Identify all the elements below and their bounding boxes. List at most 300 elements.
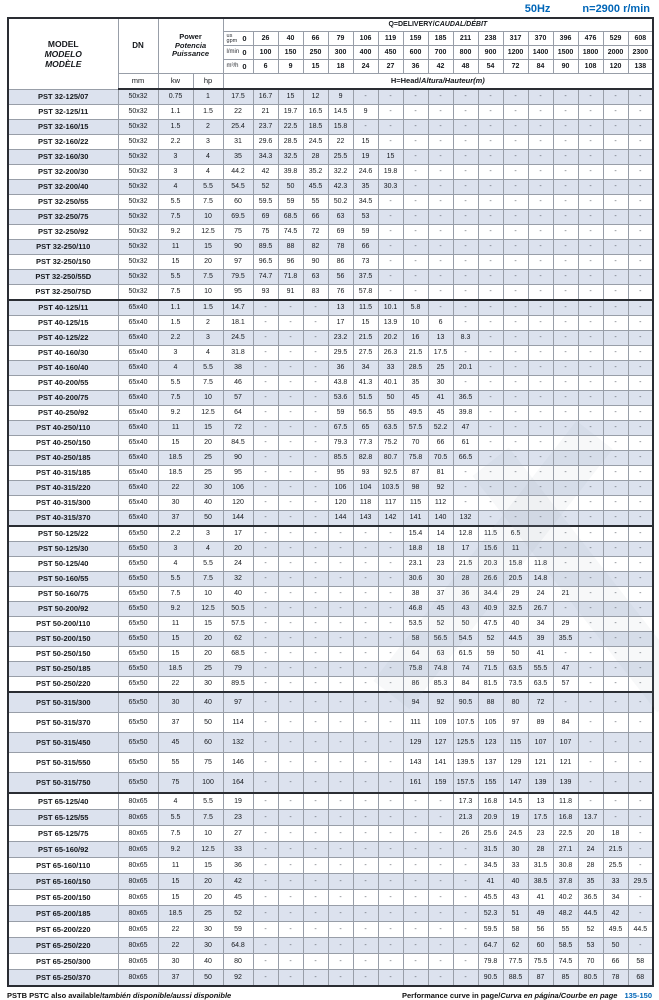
table-row [8, 793, 653, 810]
head-value-cell: - [403, 180, 428, 195]
head-value-cell: 13 [528, 793, 553, 810]
head-value-cell: - [428, 120, 453, 135]
head-value-cell: 29 [503, 587, 528, 602]
head-value-cell: 23 [223, 810, 253, 826]
head-value-cell: - [628, 632, 653, 647]
head-value-cell: - [553, 406, 578, 421]
head-value-cell: - [478, 195, 503, 210]
kw-cell: 7.5 [158, 587, 193, 602]
head-value-cell: 104 [353, 481, 378, 496]
head-value-cell: 66 [603, 954, 628, 970]
head-value-cell: 92 [428, 481, 453, 496]
head-value-cell: - [603, 617, 628, 632]
head-value-cell: - [553, 225, 578, 240]
table-row [8, 526, 653, 542]
head-value-cell: - [503, 89, 528, 105]
table-row [8, 316, 653, 331]
head-value-cell: 43 [453, 602, 478, 617]
head-value-cell: 27.5 [353, 346, 378, 361]
dn-cell: 80x65 [118, 842, 158, 858]
head-value-cell: - [253, 316, 278, 331]
head-value-cell: - [553, 692, 578, 713]
head-value-cell: - [328, 970, 353, 987]
head-value-cell: - [578, 557, 603, 572]
head-value-cell: - [628, 587, 653, 602]
head-value-cell: - [603, 180, 628, 195]
head-value-cell: 34.5 [353, 195, 378, 210]
dn-cell: 65x40 [118, 300, 158, 316]
dn-column-header: DN [118, 18, 158, 74]
hp-cell: 10 [193, 210, 223, 225]
head-value-cell: - [628, 733, 653, 753]
head-value-cell: 52.3 [478, 906, 503, 922]
head-value-cell: - [628, 225, 653, 240]
table-row [8, 331, 653, 346]
dn-cell: 50x32 [118, 285, 158, 301]
dn-cell: 65x50 [118, 662, 158, 677]
head-value-cell: 23 [528, 826, 553, 842]
delivery-header: Q=DELIVERY/CAUDAL/DÉBIT [223, 18, 653, 32]
flow-value-header: 66 [303, 32, 328, 46]
kw-cell: 5.5 [158, 810, 193, 826]
head-value-cell: - [253, 376, 278, 391]
dn-cell: 65x50 [118, 572, 158, 587]
head-value-cell: 71.8 [278, 270, 303, 285]
kw-cell: 15 [158, 890, 193, 906]
head-value-cell: - [478, 255, 503, 270]
head-value-cell: - [278, 874, 303, 890]
head-value-cell: - [278, 376, 303, 391]
head-value-cell: 14.5 [503, 793, 528, 810]
kw-cell: 1.1 [158, 300, 193, 316]
head-value-cell: 84 [553, 713, 578, 733]
head-value-cell: 58 [403, 632, 428, 647]
head-value-cell: 13.7 [578, 810, 603, 826]
head-value-cell: - [278, 331, 303, 346]
table-row [8, 677, 653, 693]
head-value-cell: - [553, 210, 578, 225]
head-value-cell: - [353, 542, 378, 557]
head-value-cell: 142 [378, 511, 403, 527]
head-value-cell: - [403, 890, 428, 906]
head-value-cell: 19 [223, 793, 253, 810]
head-value-cell: 21.3 [453, 810, 478, 826]
head-value-cell: 77.5 [503, 954, 528, 970]
head-value-cell: - [553, 180, 578, 195]
head-value-cell: - [328, 602, 353, 617]
hp-cell: 10 [193, 285, 223, 301]
kw-cell: 30 [158, 496, 193, 511]
head-value-cell: - [628, 753, 653, 773]
head-value-cell: 16.8 [553, 810, 578, 826]
head-value-cell: 56.5 [428, 632, 453, 647]
hp-cell: 12.5 [193, 225, 223, 240]
head-value-cell: - [578, 692, 603, 713]
table-row [8, 285, 653, 301]
head-value-cell: - [403, 858, 428, 874]
table-row [8, 150, 653, 165]
hp-cell: 1.5 [193, 300, 223, 316]
head-value-cell: - [578, 406, 603, 421]
availability-note: PSTB PSTC also available/también disponible/aussi disponible [7, 991, 232, 1000]
head-value-cell: - [353, 874, 378, 890]
head-value-cell: - [328, 890, 353, 906]
head-value-cell: 18.5 [303, 120, 328, 135]
table-row [8, 466, 653, 481]
head-value-cell: - [603, 677, 628, 693]
model-cell: PST 32-160/22 [8, 135, 118, 150]
head-value-cell: 42.3 [328, 180, 353, 195]
head-value-cell: 24.5 [223, 331, 253, 346]
flow-value-header: 1800 [578, 46, 603, 60]
table-row [8, 120, 653, 135]
head-value-cell: - [578, 210, 603, 225]
head-value-cell: - [553, 361, 578, 376]
head-value-cell: 45 [428, 406, 453, 421]
head-value-cell: 50.2 [328, 195, 353, 210]
head-value-cell: 93 [353, 466, 378, 481]
head-value-cell: 141 [428, 753, 453, 773]
model-cell: PST 65-200/220 [8, 922, 118, 938]
kw-cell: 9.2 [158, 602, 193, 617]
dn-cell: 65x50 [118, 602, 158, 617]
head-value-cell: - [578, 496, 603, 511]
head-value-cell: 11 [503, 542, 528, 557]
table-row [8, 587, 653, 602]
head-value-cell: 24 [528, 587, 553, 602]
head-value-cell: - [453, 874, 478, 890]
hp-cell: 50 [193, 713, 223, 733]
head-value-cell: - [253, 842, 278, 858]
head-value-cell: 60 [528, 938, 553, 954]
head-value-cell: 96 [278, 255, 303, 270]
head-value-cell: - [628, 150, 653, 165]
flow-value-header: 800 [453, 46, 478, 60]
head-value-cell: 15 [353, 316, 378, 331]
head-value-cell: 35.2 [303, 165, 328, 180]
dn-cell: 65x40 [118, 331, 158, 346]
head-value-cell: - [528, 225, 553, 240]
head-value-cell: 21.5 [353, 331, 378, 346]
hp-cell: 2 [193, 316, 223, 331]
head-value-cell: 55 [303, 195, 328, 210]
head-value-cell: 12 [303, 89, 328, 105]
table-row [8, 240, 653, 255]
dn-cell: 50x32 [118, 150, 158, 165]
flow-value-header: 72 [503, 60, 528, 74]
head-value-cell: - [628, 496, 653, 511]
kw-cell: 3 [158, 165, 193, 180]
head-value-cell: - [428, 938, 453, 954]
head-value-cell: - [628, 793, 653, 810]
head-value-cell: 34 [353, 361, 378, 376]
hp-cell: 1.5 [193, 105, 223, 120]
head-value-cell: - [328, 677, 353, 693]
head-value-cell: 54.5 [453, 632, 478, 647]
head-value-cell: 121 [553, 753, 578, 773]
head-value-cell: 13.9 [378, 316, 403, 331]
dn-cell: 80x65 [118, 810, 158, 826]
head-value-cell: - [303, 331, 328, 346]
kw-cell: 9.2 [158, 406, 193, 421]
head-value-cell: - [453, 922, 478, 938]
head-value-cell: - [253, 572, 278, 587]
head-value-cell: 85 [553, 970, 578, 987]
head-value-cell: 140 [428, 511, 453, 527]
table-row [8, 496, 653, 511]
head-value-cell: - [303, 773, 328, 794]
head-value-cell: - [478, 240, 503, 255]
flow-value-header: 150 [278, 46, 303, 60]
head-value-cell: 79.8 [478, 954, 503, 970]
head-value-cell: - [603, 713, 628, 733]
head-value-cell: 98 [403, 481, 428, 496]
head-value-cell: - [453, 150, 478, 165]
kw-cell: 22 [158, 922, 193, 938]
head-value-cell: - [253, 331, 278, 346]
head-value-cell: - [378, 906, 403, 922]
head-value-cell: - [578, 587, 603, 602]
head-value-cell: - [378, 890, 403, 906]
head-value-cell: 15 [353, 135, 378, 150]
head-value-cell: - [303, 713, 328, 733]
table-row [8, 105, 653, 120]
head-value-cell: 85.3 [428, 677, 453, 693]
hp-header: hp [193, 74, 223, 90]
head-value-cell: - [303, 436, 328, 451]
head-value-cell: 17 [223, 526, 253, 542]
pump-spec-table [7, 17, 654, 987]
head-value-cell: 68.5 [223, 647, 253, 662]
flow-value-header: 79 [328, 32, 353, 46]
head-value-cell: - [528, 331, 553, 346]
dn-cell: 65x50 [118, 526, 158, 542]
head-value-cell: 30.6 [403, 572, 428, 587]
head-value-cell: - [378, 954, 403, 970]
head-value-cell: 53 [578, 938, 603, 954]
head-value-cell: - [403, 938, 428, 954]
head-value-cell: - [253, 713, 278, 733]
head-value-cell: - [428, 180, 453, 195]
head-value-cell: - [553, 376, 578, 391]
table-row [8, 481, 653, 496]
head-value-cell: - [478, 511, 503, 527]
head-value-cell: - [328, 954, 353, 970]
model-cell: PST 40-250/185 [8, 451, 118, 466]
kw-cell: 9.2 [158, 842, 193, 858]
head-value-cell: - [628, 842, 653, 858]
head-value-cell: - [303, 617, 328, 632]
head-value-cell: 132 [223, 733, 253, 753]
head-value-cell: - [478, 466, 503, 481]
lmin-unit-cell [223, 46, 253, 60]
lmin-zero-value: 0 [242, 47, 247, 57]
head-value-cell: 105 [478, 713, 503, 733]
head-value-cell: 94 [403, 692, 428, 713]
model-cell: PST 50-315/300 [8, 692, 118, 713]
head-value-cell: - [453, 938, 478, 954]
head-value-cell: 35 [403, 376, 428, 391]
head-value-cell: - [503, 331, 528, 346]
head-value-cell: - [628, 135, 653, 150]
flow-value-header: 54 [478, 60, 503, 74]
head-value-cell: - [528, 255, 553, 270]
head-value-cell: 16.8 [478, 793, 503, 810]
head-value-cell: 17.5 [223, 89, 253, 105]
head-value-cell: 28 [578, 858, 603, 874]
kw-cell: 45 [158, 733, 193, 753]
head-value-cell: - [478, 165, 503, 180]
head-value-cell: - [478, 436, 503, 451]
head-value-cell: - [503, 105, 528, 120]
head-value-cell: 87 [528, 970, 553, 987]
head-value-cell: 57.5 [223, 617, 253, 632]
head-value-cell: - [453, 135, 478, 150]
head-value-cell: 63.5 [528, 677, 553, 693]
head-value-cell: - [253, 647, 278, 662]
head-value-cell: - [353, 602, 378, 617]
head-value-cell: - [253, 692, 278, 713]
head-value-cell: - [378, 572, 403, 587]
hp-cell: 2 [193, 120, 223, 135]
hp-cell: 15 [193, 858, 223, 874]
head-value-cell: 78 [603, 970, 628, 987]
kw-cell: 4 [158, 361, 193, 376]
kw-cell: 18.5 [158, 451, 193, 466]
table-row [8, 773, 653, 794]
dn-cell: 50x32 [118, 120, 158, 135]
head-value-cell: 67.5 [328, 421, 353, 436]
head-value-cell: - [303, 316, 328, 331]
head-value-cell: 41 [478, 874, 503, 890]
head-value-cell: - [553, 105, 578, 120]
head-value-cell: 90.5 [453, 692, 478, 713]
kw-cell: 55 [158, 753, 193, 773]
head-value-cell: - [278, 451, 303, 466]
head-value-cell: - [353, 89, 378, 105]
head-value-cell: - [503, 120, 528, 135]
head-value-cell: - [253, 602, 278, 617]
head-value-cell: - [428, 842, 453, 858]
hp-cell: 7.5 [193, 195, 223, 210]
kw-cell: 4 [158, 557, 193, 572]
head-value-cell: - [478, 451, 503, 466]
head-value-cell: - [378, 773, 403, 794]
head-value-cell: 20.1 [453, 361, 478, 376]
model-label-es: MODELO [44, 48, 82, 59]
head-value-cell: - [378, 842, 403, 858]
head-value-cell: - [278, 436, 303, 451]
head-value-cell: 36 [453, 587, 478, 602]
table-row [8, 906, 653, 922]
head-value-cell: - [453, 210, 478, 225]
table-row [8, 195, 653, 210]
head-value-cell: 8.3 [453, 331, 478, 346]
head-value-cell: - [253, 874, 278, 890]
dn-cell: 65x40 [118, 481, 158, 496]
head-value-cell: - [453, 890, 478, 906]
dn-cell: 80x65 [118, 922, 158, 938]
head-value-cell: 55 [553, 922, 578, 938]
head-value-cell: 66 [303, 210, 328, 225]
table-row [8, 225, 653, 240]
dn-cell: 65x40 [118, 316, 158, 331]
head-value-cell: - [528, 346, 553, 361]
head-value-cell: 84 [453, 677, 478, 693]
head-value-cell: - [378, 225, 403, 240]
head-value-cell: 20.9 [478, 810, 503, 826]
head-value-cell: 42 [253, 165, 278, 180]
head-value-cell: - [578, 391, 603, 406]
head-value-cell: - [278, 773, 303, 794]
head-value-cell: - [428, 225, 453, 240]
model-cell: PST 40-125/22 [8, 331, 118, 346]
head-value-cell: - [453, 858, 478, 874]
head-value-cell: 16.7 [253, 89, 278, 105]
head-value-cell: - [628, 406, 653, 421]
head-value-cell: 75.8 [403, 662, 428, 677]
kw-cell: 7.5 [158, 210, 193, 225]
head-value-cell: 19.7 [278, 105, 303, 120]
dn-cell: 50x32 [118, 240, 158, 255]
table-row [8, 713, 653, 733]
head-value-cell: 21.5 [603, 842, 628, 858]
page-reference-link[interactable]: 135-150 [624, 991, 652, 1000]
head-value-cell: - [578, 105, 603, 120]
head-value-cell: - [603, 526, 628, 542]
head-value-cell: - [278, 542, 303, 557]
head-value-cell: - [328, 922, 353, 938]
head-value-cell: - [603, 810, 628, 826]
head-value-cell: 47.5 [478, 617, 503, 632]
head-value-cell: - [278, 587, 303, 602]
model-column-header [8, 18, 118, 89]
head-value-cell: - [403, 255, 428, 270]
head-value-cell: - [578, 451, 603, 466]
head-value-cell: - [403, 906, 428, 922]
head-value-cell: - [553, 602, 578, 617]
head-value-cell: 30.8 [553, 858, 578, 874]
kw-cell: 37 [158, 970, 193, 987]
head-value-cell: 21 [253, 105, 278, 120]
head-value-cell: 64.7 [478, 938, 503, 954]
head-value-cell: - [253, 938, 278, 954]
head-value-cell: - [578, 120, 603, 135]
head-value-cell: - [478, 391, 503, 406]
head-value-cell: 29.5 [328, 346, 353, 361]
head-value-cell: - [453, 195, 478, 210]
head-value-cell: 19.8 [378, 165, 403, 180]
head-value-cell: 24.5 [303, 135, 328, 150]
head-value-cell: - [528, 376, 553, 391]
head-value-cell: - [353, 922, 378, 938]
head-value-cell: - [578, 753, 603, 773]
head-value-cell: 107 [553, 733, 578, 753]
dn-cell: 65x50 [118, 557, 158, 572]
head-value-cell: - [278, 970, 303, 987]
head-value-cell: - [603, 421, 628, 436]
head-value-cell: - [628, 165, 653, 180]
head-value-cell: 52 [223, 906, 253, 922]
flow-value-header: 396 [553, 32, 578, 46]
head-value-cell: - [503, 300, 528, 316]
head-value-cell: - [403, 922, 428, 938]
dn-cell: 65x50 [118, 647, 158, 662]
head-value-cell: - [603, 120, 628, 135]
table-row [8, 346, 653, 361]
gpm-unit-cell [223, 32, 253, 46]
head-value-cell: 96.5 [253, 255, 278, 270]
